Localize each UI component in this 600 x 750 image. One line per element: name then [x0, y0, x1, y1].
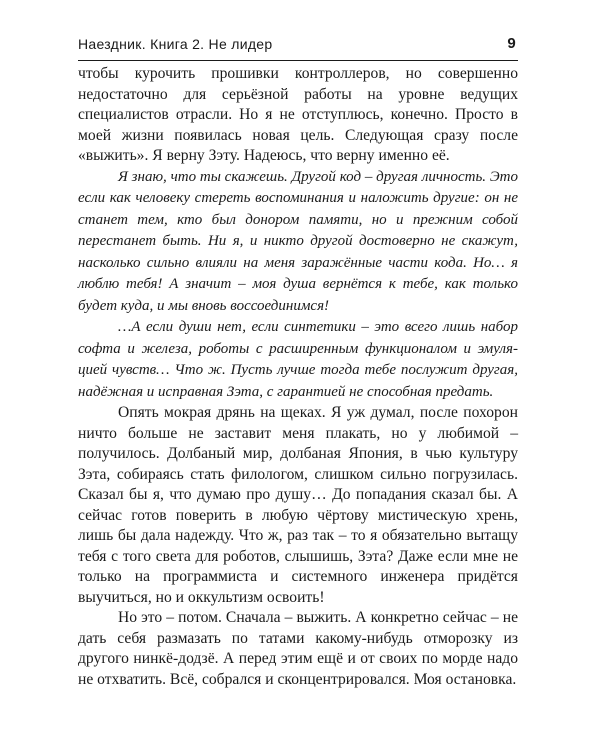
header-rule [78, 60, 518, 61]
paragraph: Опять мокрая дрянь на щеках. Я уж думал, после похорон ничто больше не заставит меня плакать, но у любимой – получилось. Долбаный мир, долбаная Япония, в чью культуру Зэта, собираясь стать филологом, слишком сильно погрузилась. Сказал бы я, что думаю про душу… До попадания сказал бы. А сейчас готов поверить в любую чёртову мистическую хрень, лишь бы дала надежду. Что ж, раз так – то я обязательно вытащу тебя с того света для роботов, слышишь, Зэта? Даже если мне не только на программиста и системного инженера придётся выучиться, но и оккультизм освоить! [78, 404, 518, 606]
running-header [78, 36, 518, 56]
page-body [78, 64, 518, 690]
paragraph: Но это – потом. Сначала – выжить. А конкретно сейчас – не дать себя размазать по татами какому-нибудь отморозку из другого нинкё-додзё. А перед этим ещё и от своих по морде надо не отхватить. Всё, собрался и сконцентрировался. Моя остановка. [78, 609, 518, 688]
paragraph-italic: …А если души нет, если синтетики – это всего лишь набор софта и железа, роботы с расширенным функционалом и эмуляцией чувств… Что ж. Пусть лучше тогда тебе послужит другая, надёжная и исправная Зэта, с гарантией не способная предать. [78, 319, 518, 400]
paragraph: чтобы курочить прошивки контроллеров, но совершенно недостаточно для серьёзной работы на уровне ведущих специалистов отрасли. Но я не отступлюсь, конечно. Просто в моей жизни появилась новая цель. Следующая сразу после «выжить». Я верну Зэту. Надеюсь, что верну именно её. [78, 65, 518, 164]
page-number: 9 [507, 35, 516, 52]
paragraph-italic: Я знаю, что ты скажешь. Другой код – другая личность. Это если как человеку стереть воспоминания и наложить другие: он не станет тем, кто был донором памяти, но и прежним собой перестанет быть. Ни я, и никто другой достоверно не скажут, насколько сильно влияли на меня заражённые части кода. Но… я люблю тебя! А значит – моя душа вернётся к тебе, как только будет куда, и мы вновь воссоединимся! [78, 168, 518, 314]
running-header-title: Наездник. Книга 2. Не лидер [78, 36, 273, 52]
